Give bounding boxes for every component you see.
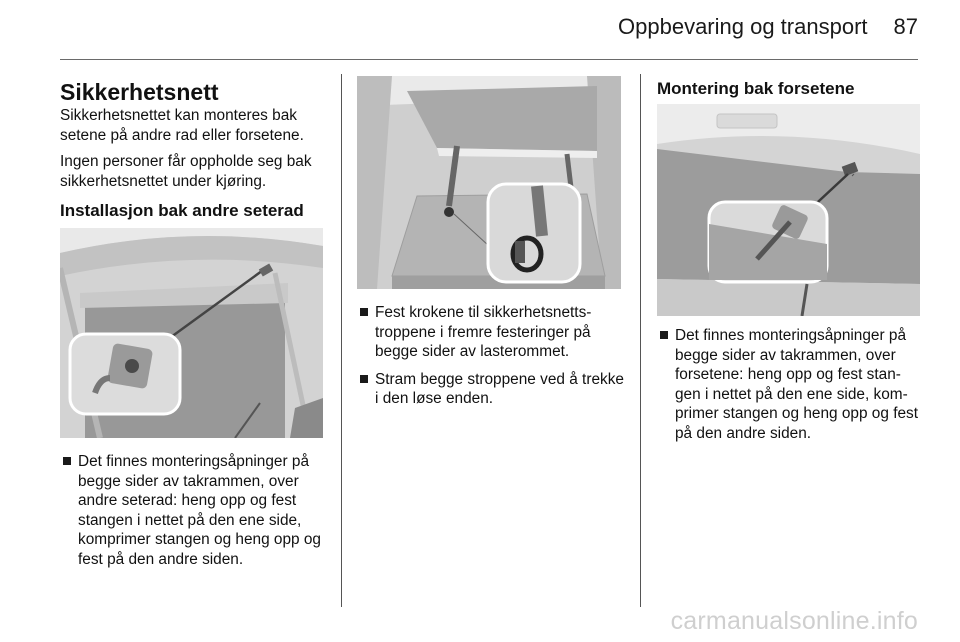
bullet-list [60, 452, 328, 569]
bullet-list [357, 303, 625, 409]
column-divider [341, 74, 342, 607]
list-item: Det finnes monteringsåpninger på begge sider av takrammen, over andre seterad: heng opp og fest stangen i nettet på den ene side, komprimer stangen og heng opp og fest på den andre siden. [60, 452, 328, 569]
figure-strap-hooks [357, 76, 621, 289]
figure-net-behind-front-seats [657, 104, 920, 316]
bullet-square-icon [360, 375, 368, 383]
bullet-square-icon [660, 331, 668, 339]
list-item: Det finnes monteringsåpninger på begge sider av takrammen, over forsetene: heng opp og fest stan-gen i nettet på den ene side, kom-primer stangen og heng opp og fest på den andre siden. [657, 326, 923, 443]
bullet-square-icon [63, 457, 71, 465]
column-divider [640, 74, 641, 607]
intro-paragraph: Sikkerhetsnettet kan monteres bak setene på andre rad eller forsetene. [60, 107, 304, 144]
header-rule [60, 59, 918, 60]
column-2 [357, 74, 625, 417]
subheading: Montering bak forsetene [657, 79, 855, 98]
page-header [618, 14, 918, 40]
section-title: Sikkerhetsnett [60, 79, 219, 105]
column-3 [657, 74, 923, 451]
bullet-list [657, 326, 923, 443]
page-number: 87 [893, 14, 918, 39]
list-item: Fest krokene til sikkerhetsnetts-troppene i fremre festeringer på begge sider av lasterommet. [357, 303, 625, 362]
list-item: Stram begge stroppene ved å trekke i den løse enden. [357, 370, 625, 409]
column-1 [60, 74, 328, 577]
watermark: carmanualsonline.info [670, 607, 918, 635]
page-header-title: Oppbevaring og transport [618, 14, 868, 39]
figure-net-behind-second-row [60, 228, 323, 438]
bullet-square-icon [360, 308, 368, 316]
intro-paragraph: Ingen personer får oppholde seg bak sikkerhetsnettet under kjøring. [60, 153, 312, 190]
subheading: Installasjon bak andre seterad [60, 201, 304, 220]
